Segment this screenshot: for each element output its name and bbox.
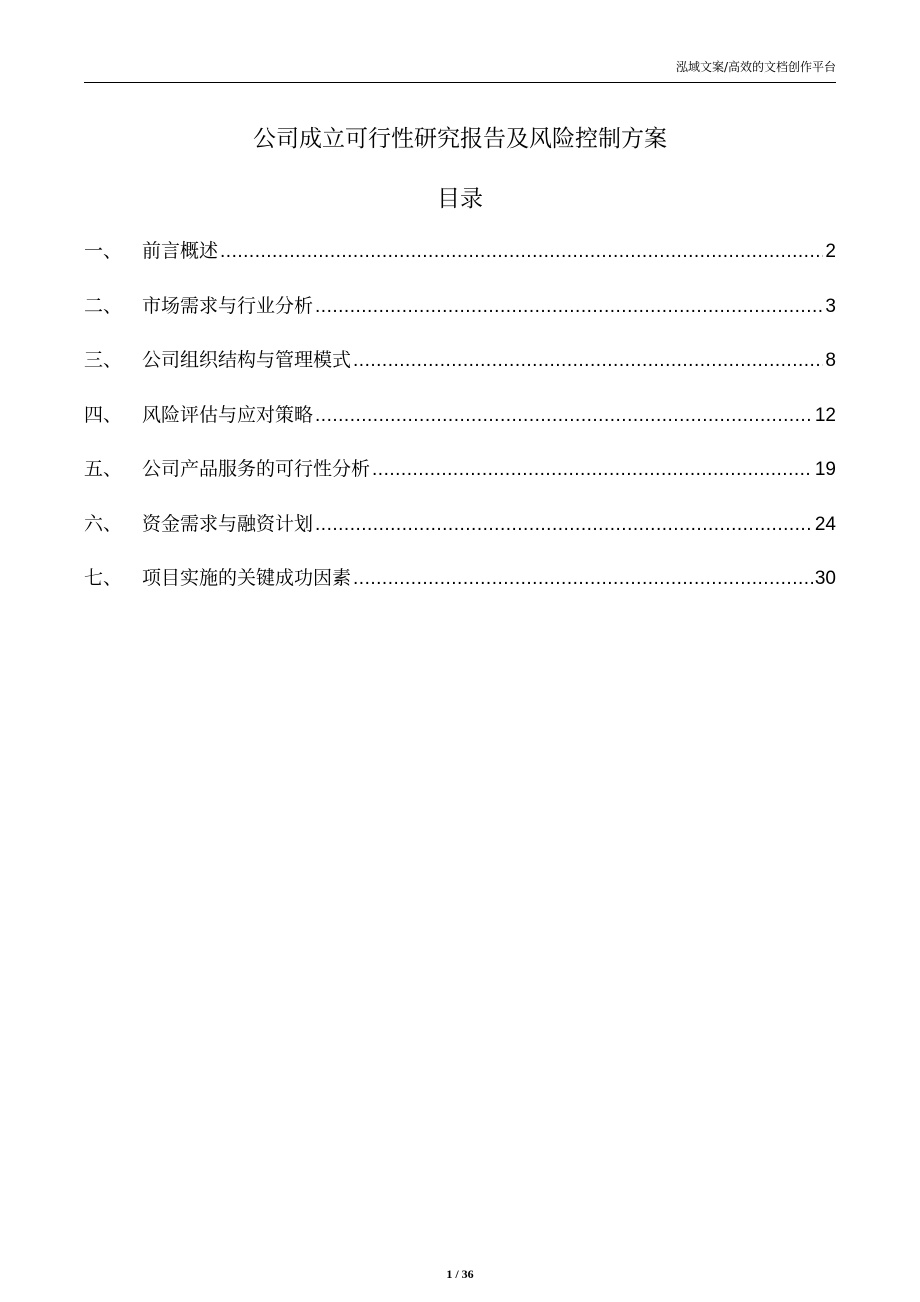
toc-entry-page: 30 [814,568,836,589]
toc-entry-page: 12 [814,404,836,426]
toc-dot-leader [353,568,813,590]
toc-entry-label: 资金需求与融资计划 [142,512,314,535]
page-indicator: 1 / 36 [446,1267,474,1281]
toc-entry-1[interactable] [84,236,836,291]
toc-entry-3[interactable] [84,345,836,400]
toc-entry-label: 公司产品服务的可行性分析 [142,458,371,480]
toc-entry-number: 四、 [84,403,123,426]
toc-entry-label: 前言概述 [142,240,219,262]
toc-entry-page: 3 [825,295,836,317]
toc-entry-2[interactable] [84,291,836,346]
toc-entry-page: 24 [814,513,836,535]
toc-entry-7[interactable] [84,563,836,618]
toc-entry-label: 风险评估与应对策略 [142,403,314,426]
toc-entry-number: 五、 [84,458,123,480]
toc-entry-number: 三、 [84,349,123,371]
toc-entry-number: 二、 [84,294,123,317]
toc-dot-leader [315,405,813,427]
toc-entry-label: 项目实施的关键成功因素 [142,567,352,589]
toc-dot-leader [353,350,823,372]
toc-dot-leader [220,241,823,263]
toc-dot-leader [315,514,813,536]
toc-entry-page: 8 [825,350,836,371]
toc-dot-leader [372,459,813,481]
toc-entry-label: 市场需求与行业分析 [142,294,314,317]
document-title: 公司成立可行性研究报告及风险控制方案 [253,126,667,152]
toc-entry-number: 七、 [84,567,123,589]
toc-heading: 目录 [437,186,483,212]
table-of-contents [84,236,836,618]
toc-entry-4[interactable] [84,400,836,455]
toc-entry-number: 一、 [84,240,123,262]
toc-entry-number: 六、 [84,512,123,535]
toc-entry-5[interactable] [84,454,836,509]
header-divider [84,82,836,83]
header-text: 泓域文案/高效的文档创作平台 [675,60,836,74]
toc-entry-label: 公司组织结构与管理模式 [142,349,352,371]
toc-dot-leader [315,296,823,318]
toc-entry-page: 19 [814,459,836,480]
toc-entry-page: 2 [825,241,836,262]
toc-entry-6[interactable] [84,509,836,564]
